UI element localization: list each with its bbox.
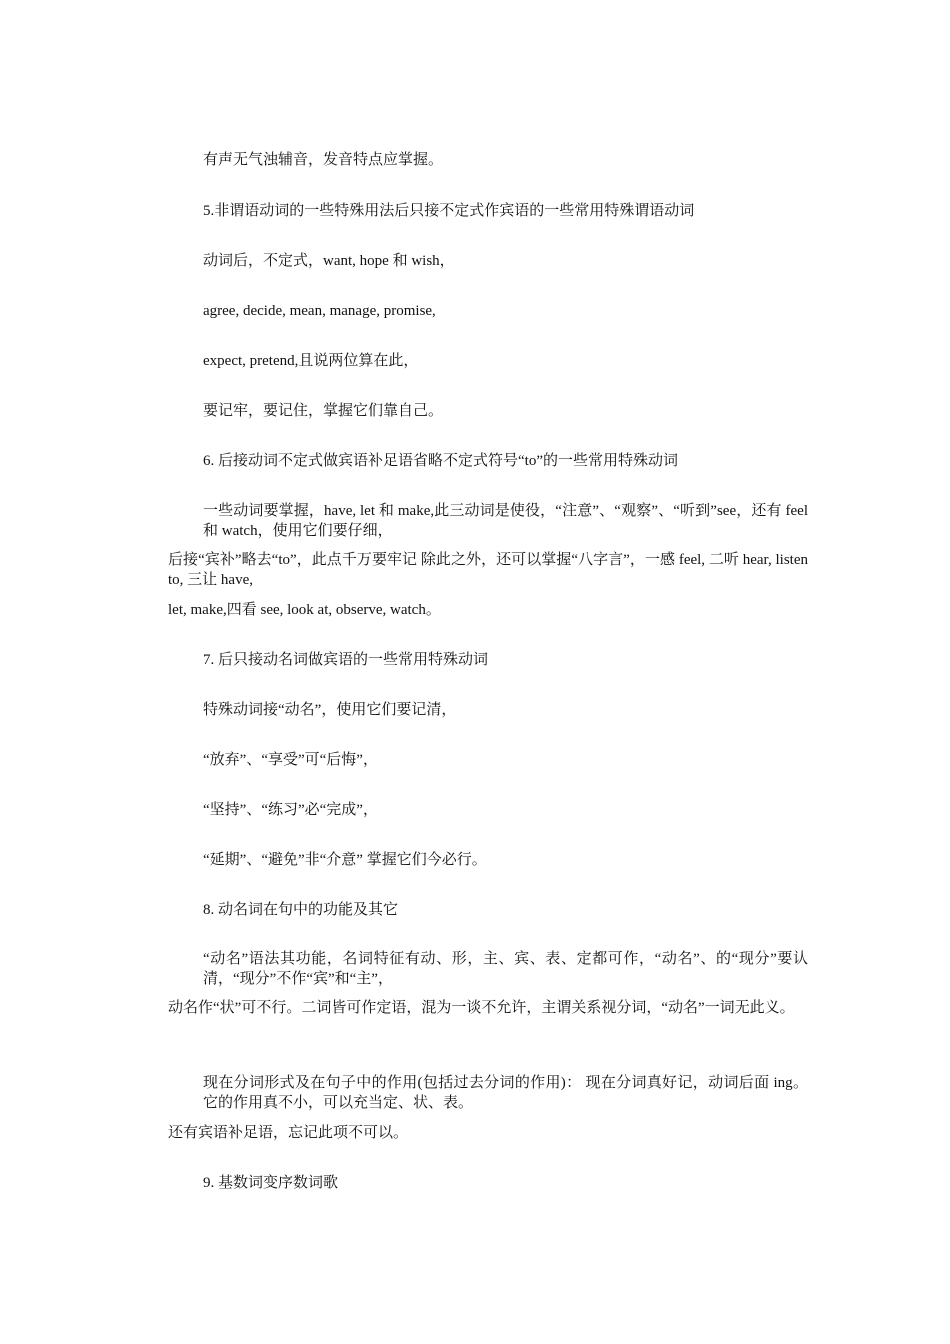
paragraph-17: “动名”语法其功能，名词特征有动、形，主、宾、表、定都可作，“动名”、的“现分”要认清，“现分”不作“宾”和“主”，	[203, 951, 808, 987]
paragraph-20: 还有宾语补足语，忘记此项不可以。	[168, 1125, 409, 1141]
paragraph-9: 后接“宾补”略去“to”，此点千万要牢记 除此之外，还可以掌握“八字言”，一感 feel, 二听 hear, listen to, 三让 have,	[168, 552, 808, 588]
paragraph-6: 要记牢，要记住，掌握它们靠自己。	[203, 403, 444, 419]
paragraph-8: 一些动词要掌握，have, let 和 make,此三动词是使役，“注意”、“观察”、“听到”see，还有 feel 和 watch，使用它们要仔细，	[203, 503, 808, 539]
heading-8: 8. 动名词在句中的功能及其它	[203, 902, 399, 918]
heading-5: 5.非谓语动词的一些特殊用法后只接不定式作宾语的一些常用特殊谓语动词	[203, 203, 695, 219]
paragraph-19: 现在分词形式及在句子中的作用(包括过去分词的作用)： 现在分词真好记，动词后面 ing。它的作用真不小，可以充当定、状、表。	[203, 1075, 808, 1111]
paragraph-4: agree, decide, mean, manage, promise,	[203, 303, 436, 319]
paragraph-3: 动词后，不定式，want, hope 和 wish，	[203, 253, 455, 269]
heading-9: 9. 基数词变序数词歌	[203, 1175, 339, 1191]
heading-7: 7. 后只接动名词做宾语的一些常用特殊动词	[203, 652, 489, 668]
paragraph-14: “坚持”、“练习”必“完成”，	[203, 802, 378, 818]
paragraph-10: let, make,四看 see, look at, observe, watch。	[168, 602, 441, 618]
paragraph-13: “放弃”、“享受”可“后悔”，	[203, 752, 378, 768]
paragraph-12: 特殊动词接“动名”，使用它们要记清，	[203, 702, 457, 718]
paragraph-5: expect, pretend,且说两位算在此，	[203, 353, 419, 369]
paragraph-15: “延期”、“避免”非“介意” 掌握它们今必行。	[203, 852, 487, 868]
paragraph-1: 有声无气浊辅音，发音特点应掌握。	[203, 152, 444, 168]
heading-6: 6. 后接动词不定式做宾语补足语省略不定式符号“to”的一些常用特殊动词	[203, 453, 678, 469]
paragraph-18: 动名作“状”可不行。二词皆可作定语，混为一谈不允许，主谓关系视分词，“动名”一词无此义。	[168, 1000, 795, 1016]
